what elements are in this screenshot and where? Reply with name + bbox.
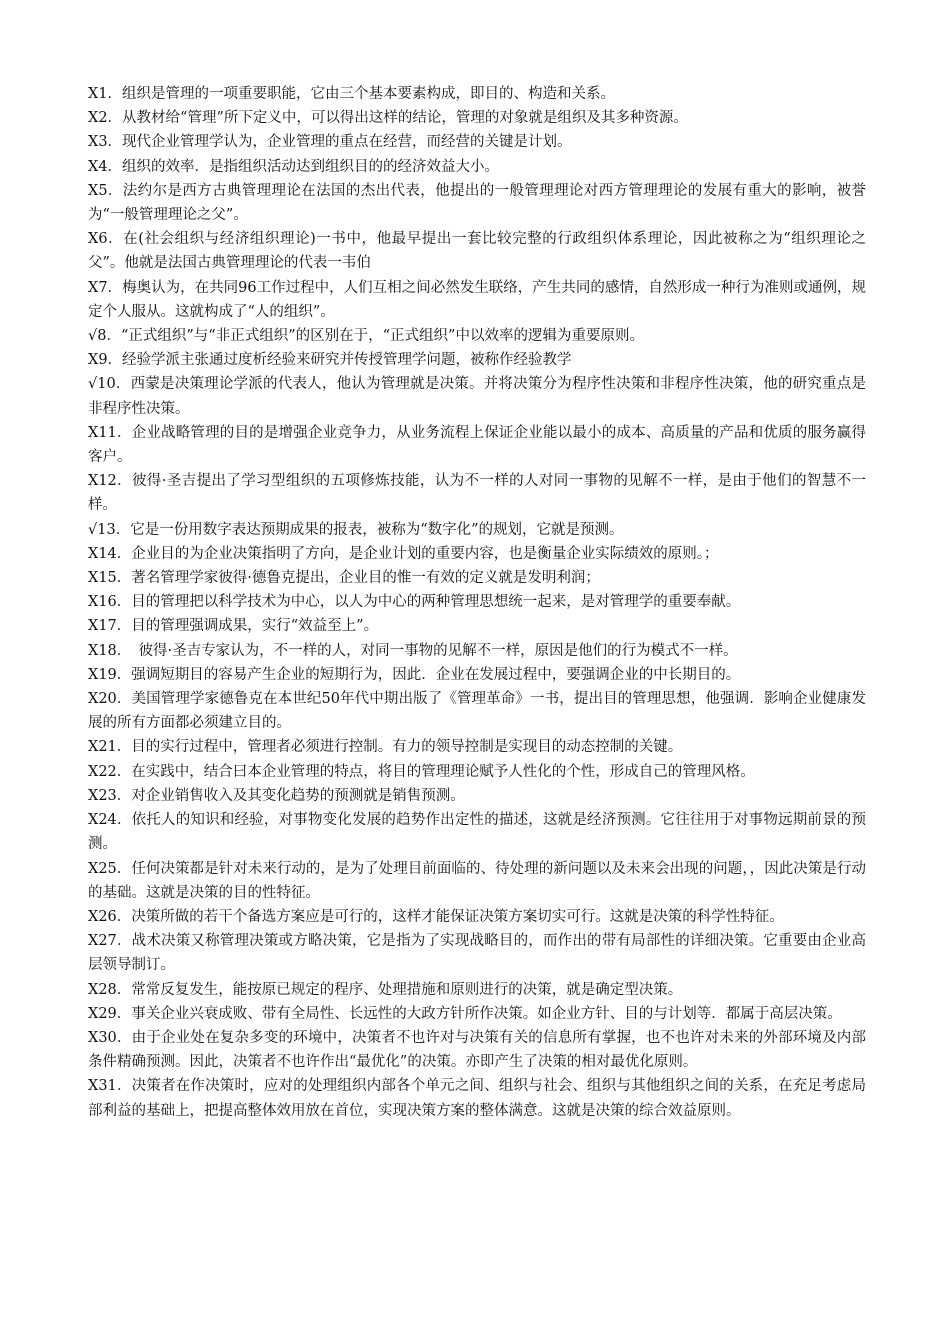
- list-item: X23．对企业销售收入及其变化趋势的预测就是销售预测。: [88, 787, 465, 804]
- list-item: X24．依托人的知识和经验，对事物变化发展的趋势作出定性的描述，这就是经济预测。它往往用于对事物远期前景的预测。: [88, 812, 866, 853]
- list-item: X14．企业目的为企业决策指明了方向，是企业计划的重要内容，也是衡量企业实际绩效的原则。；: [88, 545, 719, 562]
- list-item: X11．企业战略管理的目的是增强企业竞争力，从业务流程上保证企业能以最小的成本、高质量的产品和优质的服务赢得客户。: [88, 424, 866, 466]
- list-item: X1．组织是管理的一项重要职能，它由三个基本要素构成，即目的、构造和关系。: [88, 86, 616, 102]
- list-item: X25．任何决策都是针对未来行动的，是为了处理目前面临的、待处理的新问题以及未来会出现的问题，，因此决策是行动的基础。这就是决策的目的性特征。: [88, 860, 866, 901]
- list-item: X27．战术决策又称管理决策或方略决策，它是指为了实现战略目的，而作出的带有局部性的详细决策。它重要由企业高层领导制订。: [88, 933, 866, 974]
- list-item: X5．法约尔是西方古典管理理论在法国的杰出代表，他提出的一般管理理论对西方管理理论的发展有重大的影响，被誉为“一般管理理论之父”。: [88, 182, 866, 224]
- list-item: X4．组织的效率．是指组织活动达到组织目的的经济效益大小。: [88, 158, 500, 175]
- list-item: √13．它是一份用数字表达预期成果的报表，被称为“数字化”的规划，它就是预测。: [88, 521, 624, 538]
- list-item: X21．目的实行过程中，管理者必须进行控制。有力的领导控制是实现目的动态控制的关键。: [88, 739, 683, 756]
- list-item: X28．常常反复发生，能按原已规定的程序、处理措施和原则进行的决策，就是确定型决策。: [88, 981, 683, 998]
- document-body: [88, 82, 866, 1123]
- list-item: X17．目的管理强调成果，实行“效益至上”。: [88, 618, 379, 635]
- list-item: X30．由于企业处在复杂多变的环境中，决策者不也许对与决策有关的信息所有掌握，也不也许对未来的外部环境及内部条件精确预测。因此，决策者不也许作出“最优化”的决策。亦即产生了决策的相对最优化原则。: [88, 1029, 866, 1071]
- list-item: X31．决策者在作决策时，应对的处理组织内部各个单元之间、组织与社会、组织与其他组织之间的关系，在充足考虑局部利益的基础上，把提高整体效用放在首位，实现决策方案的整体满意。这就是决策的综合效益原则。: [88, 1078, 866, 1119]
- list-item: X20．美国管理学家德鲁克在本世纪50年代中期出版了《管理革命》一书，提出目的管理思想，他强调．影响企业健康发展的所有方面都必须建立目的。: [88, 691, 866, 732]
- list-item: X3．现代企业管理学认为，企业管理的重点在经营，而经营的关键是计划。: [88, 134, 572, 151]
- list-item: X12．彼得·圣吉提出了学习型组织的五项修炼技能，认为不一样的人对同一事物的见解不一样，是由于他们的智慧不一样。: [88, 473, 866, 514]
- list-item: X7．梅奥认为，在共同96工作过程中，人们互相之间必然发生联络，产生共同的感情，自然形成一种行为准则或通例，规定个人服从。这就构成了“人的组织”。: [88, 279, 866, 320]
- list-item: X26．决策所做的若干个备选方案应是可行的，这样才能保证决策方案切实可行。这就是决策的科学性特征。: [88, 908, 784, 925]
- list-item: X19．强调短期目的容易产生企业的短期行为，因此．企业在发展过程中，要强调企业的中长期目的。: [88, 666, 741, 683]
- list-item: X15．著名管理学家彼得·德鲁克提出，企业目的惟一有效的定义就是发明利润；: [88, 570, 600, 587]
- list-item: X18． 彼得·圣吉专家认为，不一样的人，对同一事物的见解不一样，原因是他们的行为模式不一样。: [88, 642, 738, 659]
- list-item: X6．在(社会组织与经济组织理论)一书中，他最早提出一套比较完整的行政组织体系理论，因此被称之为“组织理论之父”。他就是法国古典管理理论的代表一韦伯: [88, 231, 866, 272]
- list-item: X16．目的管理把以科学技术为中心，以人为中心的两种管理思想统一起来，是对管理学的重要奉献。: [88, 594, 741, 611]
- list-item: √10．西蒙是决策理论学派的代表人，他认为管理就是决策。并将决策分为程序性决策和非程序性决策，他的研究重点是非程序性决策。: [88, 376, 866, 417]
- list-item: X2．从教材给“管理”所下定义中，可以得出这样的结论，管理的对象就是组织及其多种资源。: [88, 110, 688, 127]
- list-item: X22．在实践中，结合曰本企业管理的特点，将目的管理理论赋予人性化的个性，形成自己的管理风格。: [88, 763, 755, 780]
- list-item: √8．“正式组织”与“非正式组织”的区别在于，“正式组织”中以效率的逻辑为重要原则。: [88, 328, 644, 345]
- list-item: X9．经验学派主张通过度析经验来研究并传授管理学问题，被称作经验教学: [88, 352, 572, 369]
- list-item: X29．事关企业兴衰成败、带有全局性、长远性的大政方针所作决策。如企业方针、目的与计划等．都属于高层决策。: [88, 1005, 842, 1022]
